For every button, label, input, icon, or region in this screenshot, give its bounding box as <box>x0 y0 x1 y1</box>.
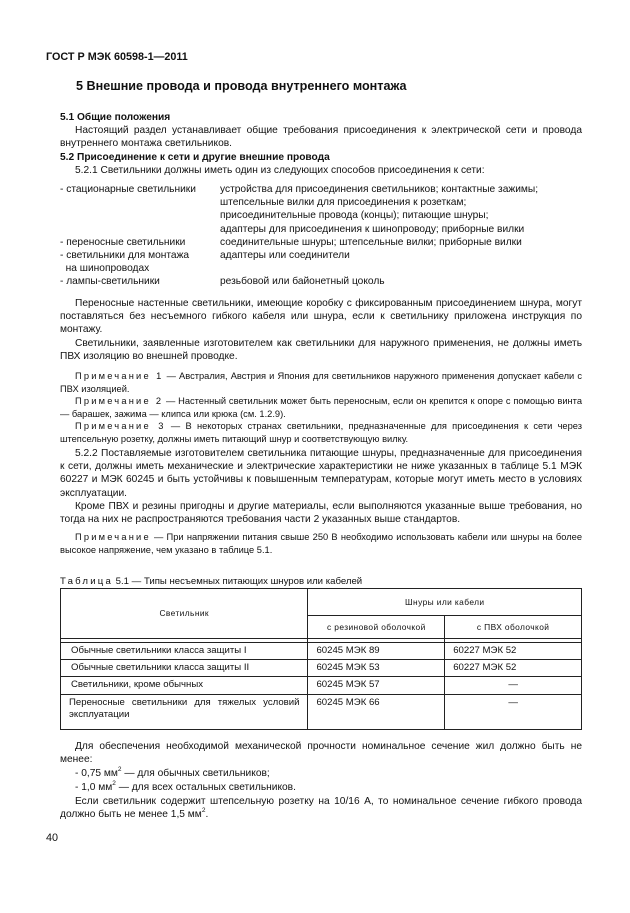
cell-rubber: 60245 МЭК 57 <box>308 677 445 694</box>
col-header-pvc: с ПВХ оболочкой <box>445 616 582 639</box>
subsection-heading-5-1: 5.1 Общие положения <box>60 112 171 123</box>
paragraph-other-materials: Кроме ПВХ и резины пригодны и другие материалы, если выполняются указанные выше требования, но тогда на них не распространяются требования части 2 указанных выше стандартов. <box>60 501 582 526</box>
value-text: — для всех остальных светильников. <box>115 782 296 793</box>
note-3 <box>60 420 582 445</box>
table-row <box>61 643 582 660</box>
cell-pvc: 60227 МЭК 52 <box>445 660 582 677</box>
list-item <box>60 262 600 275</box>
list-item <box>60 209 600 222</box>
cell-rubber: 60245 МЭК 89 <box>308 643 445 660</box>
list-item-luminaire: - переносные светильники <box>60 236 186 248</box>
list-item-luminaire: на шинопроводах <box>60 263 150 275</box>
paragraph-5-2-2: 5.2.2 Поставляемые изготовителем светильника питающие шнуры, предназначенные для присоединения к сети, должны иметь механические и электрические характеристики не ниже указанных в таблице 5.1 МЭК 60227 и МЭК 60245 и быть устойчивы к повышенным температурам, которые могут иметь место в условиях эксплуатации. <box>60 448 582 499</box>
note-label: Примечание 1 <box>75 371 164 381</box>
note-voltage <box>60 531 582 556</box>
cords-table <box>60 588 582 730</box>
list-item-method: штепсельные вилки для присоединения к розеткам; <box>220 197 467 209</box>
note-2 <box>60 395 582 420</box>
paragraph-5-2-1: 5.2.1 Светильники должны иметь один из следующих способов присоединения к сети: <box>75 165 485 176</box>
note-label: Примечание <box>75 532 151 542</box>
cell-luminaire: Обычные светильники класса защиты II <box>61 660 308 677</box>
list-item-luminaire: - лампы-светильники <box>60 276 160 288</box>
table-header-row <box>61 589 582 616</box>
paragraph-cross-section: Для обеспечения необходимой механической прочности номинальное сечение жил должно быть не менее: <box>60 741 582 766</box>
paragraph-portable-wall: Переносные настенные светильники, имеющие коробку с фиксированным присоединением шнура, могут поставляться без несъемного гибкого кабеля или шнура, если к светильнику приложена инструкция по монтажу. <box>60 298 582 336</box>
list-item <box>60 196 600 209</box>
table-row <box>61 677 582 694</box>
note-text: — Настенный светильник может быть переносным, если он крепится к опоре с помощью винта — барашек, зажима — клипса или крюка (см. 1.2.9). <box>60 396 582 419</box>
list-item-cross-section-2 <box>60 781 582 794</box>
list-item <box>60 223 600 236</box>
col-header-rubber: с резиновой оболочкой <box>308 616 445 639</box>
list-item-method: адаптеры для присоединения к шинопроводу; приборные вилки <box>220 223 525 235</box>
cell-pvc: — <box>445 694 582 729</box>
list-item <box>60 249 600 262</box>
paragraph-5-1: Настоящий раздел устанавливает общие требования присоединения к электрической сети и провода внутреннего монтажа светильников. <box>60 125 582 150</box>
note-label: Примечание 3 <box>75 421 166 431</box>
cell-rubber: 60245 МЭК 66 <box>308 694 445 729</box>
subsection-heading-5-2: 5.2 Присоединение к сети и другие внешние провода <box>60 152 330 163</box>
document-header: ГОСТ Р МЭК 60598-1—2011 <box>46 51 188 63</box>
connection-methods-list <box>60 183 600 289</box>
list-item-luminaire: - светильники для монтажа <box>60 249 190 261</box>
list-item-method: устройства для присоединения светильников; контактные зажимы; <box>220 184 539 195</box>
superscript: 2 <box>201 806 206 814</box>
note-text: — В некоторых странах светильники, предназначенные для присоединения к сети через штепсельную розетку, должны иметь питающий шнур и соответствующую вилку. <box>60 421 582 444</box>
note-text: — При напряжении питания свыше 250 В необходимо использовать кабели или шнуры на более высокое напряжение, чем указано в таблице 5.1. <box>60 532 582 555</box>
superscript: 2 <box>117 765 122 773</box>
table-caption-label: Таблица <box>60 576 114 587</box>
cell-luminaire: Обычные светильники класса защиты I <box>61 643 308 660</box>
cell-luminaire: Светильники, кроме обычных <box>61 677 308 694</box>
section-title: 5 Внешние провода и провода внутреннего монтажа <box>76 79 407 93</box>
table-row <box>61 694 582 729</box>
list-item-method: соединительные шнуры; штепсельные вилки; приборные вилки <box>220 236 522 248</box>
list-item <box>60 183 600 196</box>
list-item-cross-section-1 <box>60 767 582 780</box>
cell-pvc: — <box>445 677 582 694</box>
list-item <box>60 236 600 249</box>
page-number: 40 <box>46 832 59 844</box>
list-item-method: присоединительные провода (концы); питающие шнуры; <box>220 210 489 222</box>
value-text: — для обычных светильников; <box>121 768 270 779</box>
value-text: . <box>205 809 209 821</box>
col-header-luminaire: Светильник <box>61 589 308 639</box>
col-header-group: Шнуры или кабели <box>308 589 582 616</box>
value-text: Если светильник содержит штепсельную розетку на 10/16 А, то номинальное сечение гибкого провода должно быть не менее 1,5 мм <box>60 796 582 821</box>
superscript: 2 <box>112 779 116 787</box>
list-item-method: резьбовой или байонетный цоколь <box>220 276 385 288</box>
paragraph-socket <box>60 795 582 821</box>
list-item-luminaire: - стационарные светильники <box>60 184 196 195</box>
cell-pvc: 60227 МЭК 52 <box>445 643 582 660</box>
note-text: — Австралия, Австрия и Япония для светильников наружного применения допускает кабели с ПВХ изоляцией. <box>60 371 582 394</box>
note-label: Примечание 2 <box>75 396 164 406</box>
value-text: - 0,75 мм <box>75 768 118 779</box>
table-caption <box>60 575 362 588</box>
value-text: - 1,0 мм <box>75 782 113 793</box>
cell-luminaire: Переносные светильники для тяжелых условий эксплуатации <box>61 694 308 729</box>
note-1 <box>60 370 582 395</box>
table-row <box>61 660 582 677</box>
list-item <box>60 275 600 288</box>
table-caption-text: 5.1 — Типы несъемных питающих шнуров или кабелей <box>113 576 363 587</box>
paragraph-outdoor: Светильники, заявленные изготовителем как светильники для наружного применения, не должны иметь ПВХ изоляцию во внешней проводке. <box>60 338 582 363</box>
cell-rubber: 60245 МЭК 53 <box>308 660 445 677</box>
list-item-method: адаптеры или соединители <box>220 249 350 261</box>
